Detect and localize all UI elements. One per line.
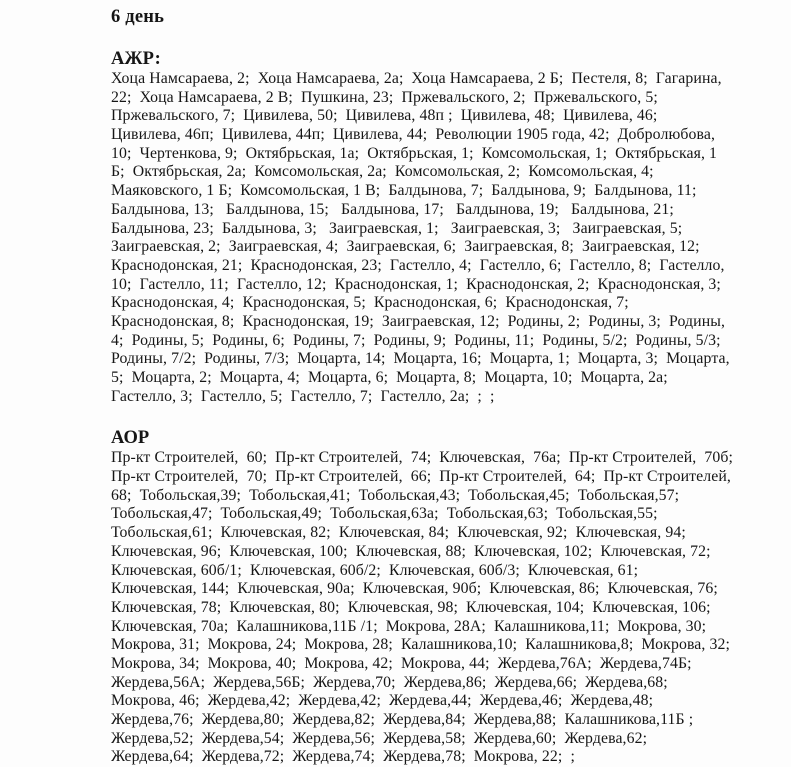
address-line: Хоца Намсараева, 2; Хоца Намсараева, 2а; Хоца Намсараева, 2 Б; Пестеля, 8; Гагарина,	[111, 70, 722, 87]
address-line: 4; Родины, 5; Родины, 6; Родины, 7; Родины, 9; Родины, 11; Родины, 5/2; Родины, 5/3;	[111, 331, 721, 349]
address-line: Жердева,64; Жердева,72; Жердева,74; Жердева,78; Мокрова, 22; ;	[111, 748, 575, 766]
address-line: Краснодонская, 21; Краснодонская, 23; Гастелло, 4; Гастелло, 6; Гастелло, 8; Гастелло,	[111, 256, 725, 274]
address-line: Маяковского, 1 Б; Комсомольская, 1 В; Балдынова, 7; Балдынова, 9; Балдынова, 11;	[111, 182, 697, 200]
section-heading: АЖР:	[111, 49, 161, 69]
address-line: Мокрова, 46; Жердева,42; Жердева,42; Жердева,44; Жердева,46; Жердева,48;	[111, 692, 654, 710]
address-line: Цивилева, 46п; Цивилева, 44п; Цивилева, 44; Революции 1905 года, 42; Добролюбова,	[111, 126, 716, 144]
address-line: Мокрова, 34; Мокрова, 40; Мокрова, 42; Мокрова, 44; Жердева,76А; Жердева,74Б;	[111, 654, 692, 672]
address-line: Жердева,52; Жердева,54; Жердева,56; Жердева,58; Жердева,60; Жердева,62;	[111, 729, 648, 747]
address-line: 22; Хоца Намсараева, 2 В; Пушкина, 23; Пржевальского, 2; Пржевальского, 5;	[111, 88, 658, 106]
section-heading: АОР	[111, 428, 150, 449]
address-line: Краснодонская, 8; Краснодонская, 19; Заиграевская, 12; Родины, 2; Родины, 3; Родины,	[111, 312, 726, 330]
address-line: Тобольская,47; Тобольская,49; Тобольская,63а; Тобольская,63; Тобольская,55;	[111, 505, 658, 523]
address-line: Балдынова, 23; Балдынова, 3; Заиграевская, 1; Заиграевская, 3; Заиграевская, 5;	[111, 219, 683, 237]
address-line: Пр-кт Строителей, 60; Пр-кт Строителей, 74; Ключевская, 76а; Пр-кт Строителей, 70б;	[111, 449, 734, 467]
address-line: Пр-кт Строителей, 70; Пр-кт Строителей, 66; Пр-кт Строителей, 64; Пр-кт Строителей,	[111, 468, 731, 486]
address-line: Ключевская, 96; Ключевская, 100; Ключевская, 88; Ключевская, 102; Ключевская, 72;	[111, 542, 711, 560]
address-section	[111, 49, 751, 406]
section-lines	[111, 70, 751, 406]
page-title: 6 день	[111, 7, 165, 27]
address-line: Ключевская, 144; Ключевская, 90а; Ключевская, 90б; Ключевская, 86; Ключевская, 76;	[111, 580, 718, 598]
address-section	[111, 428, 751, 767]
address-line: 5; Моцарта, 2; Моцарта, 4; Моцарта, 6; Моцарта, 8; Моцарта, 10; Моцарта, 2а;	[111, 369, 668, 386]
address-line: 68; Тобольская,39; Тобольская,41; Тобольская,43; Тобольская,45; Тобольская,57;	[111, 486, 680, 504]
address-line: Балдынова, 13; Балдынова, 15; Балдынова, 17; Балдынова, 19; Балдынова, 21;	[111, 200, 674, 218]
address-line: 10; Чертенкова, 9; Октябрьская, 1а; Октябрьская, 1; Комсомольская, 1; Октябрьская, 1	[111, 144, 718, 162]
address-line: Тобольская,61; Ключевская, 82; Ключевская, 84; Ключевская, 92; Ключевская, 94;	[111, 524, 686, 542]
address-line: Пржевальского, 7; Цивилева, 50; Цивилева, 48п ; Цивилева, 48; Цивилева, 46;	[111, 107, 658, 125]
address-line: Гастелло, 3; Гастелло, 5; Гастелло, 7; Гастелло, 2а; ; ;	[111, 387, 495, 405]
address-line: Заиграевская, 2; Заиграевская, 4; Заиграевская, 6; Заиграевская, 8; Заиграевская, 12;	[111, 238, 700, 256]
address-line: Родины, 7/2; Родины, 7/3; Моцарта, 14; Моцарта, 16; Моцарта, 1; Моцарта, 3; Моцарта,	[111, 350, 730, 368]
address-line: Ключевская, 78; Ключевская, 80; Ключевская, 98; Ключевская, 104; Ключевская, 106;	[111, 598, 711, 616]
section-lines	[111, 449, 751, 767]
address-line: Мокрова, 31; Мокрова, 24; Мокрова, 28; Калашникова,10; Калашникова,8; Мокрова, 32;	[111, 636, 730, 654]
address-line: 10; Гастелло, 11; Гастелло, 12; Краснодонская, 1; Краснодонская, 2; Краснодонская, 3;	[111, 275, 721, 293]
address-line: Жердева,76; Жердева,80; Жердева,82; Жердева,84; Жердева,88; Калашникова,11Б ;	[111, 711, 694, 728]
address-line: Ключевская, 60б/1; Ключевская, 60б/2; Ключевская, 60б/3; Ключевская, 61;	[111, 561, 639, 579]
address-line: Жердева,56А; Жердева,56Б; Жердева,70; Жердева,86; Жердева,66; Жердева,68;	[111, 673, 668, 691]
sections-container	[111, 49, 751, 767]
address-line: Краснодонская, 4; Краснодонская, 5; Краснодонская, 6; Краснодонская, 7;	[111, 294, 629, 312]
address-line: Ключевская, 70а; Калашникова,11Б /1; Мокрова, 28А; Калашникова,11; Мокрова, 30;	[111, 617, 707, 635]
address-line: Б; Октябрьская, 2а; Комсомольская, 2а; Комсомольская, 2; Комсомольская, 4;	[111, 163, 654, 181]
